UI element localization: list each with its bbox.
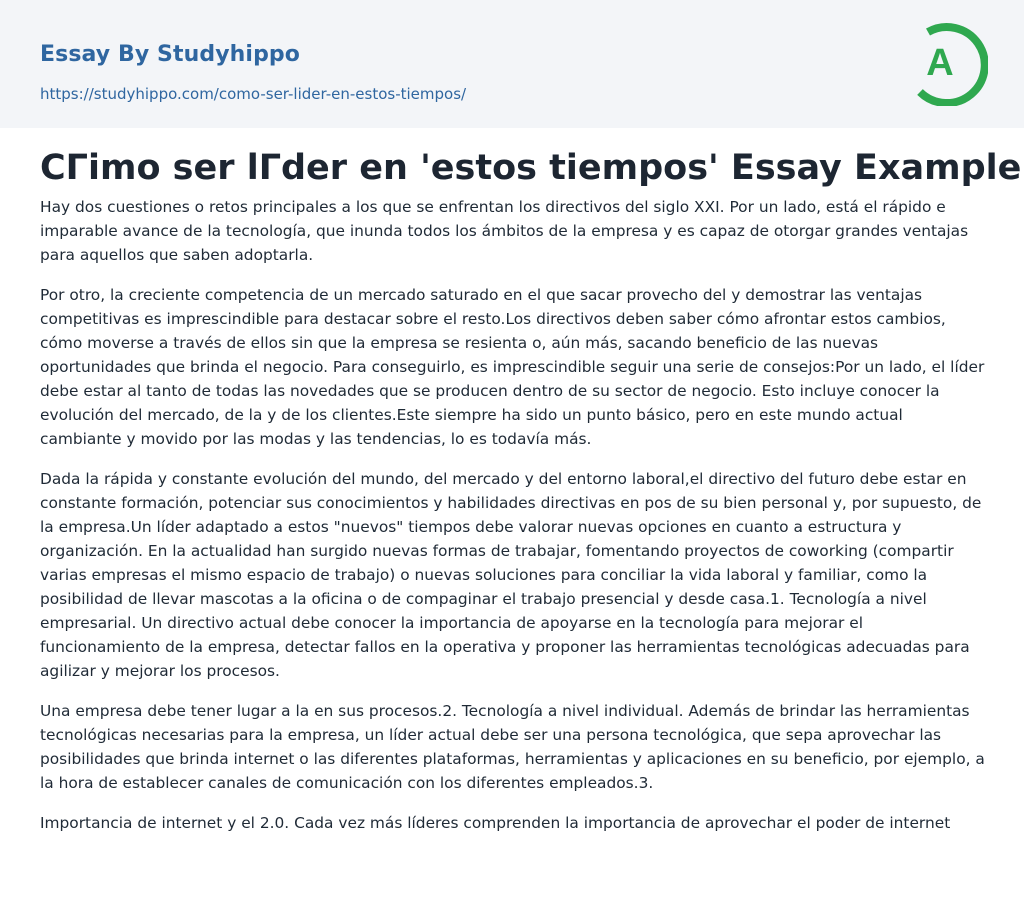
essay-title: CΓimo ser lΓder en 'estos tiempos' Essay Example <box>40 148 1022 188</box>
essay-paragraph: Por otro, la creciente competencia de un mercado saturado en el que sacar provecho del y demostrar las ventajas competitivas es imprescindible para destacar sobre el resto.Los directivos deben saber cómo afrontar estos cambios, cómo moverse a través de ellos sin que la empresa se resienta o, aún más, sacando beneficio de las nuevas oportunidades que brinda el negocio. Para conseguirlo, es imprescindible seguir una serie de consejos:Por un lado, el líder debe estar al tanto de todas las novedades que se producen dentro de su sector de negocio. Esto incluye conocer la evolución del mercado, de la y de los clientes.Este siempre ha sido un punto básico, pero en este mundo actual cambiante y movido por las modas y las tendencias, lo es todavía más. <box>40 286 985 448</box>
essay-paragraph: Una empresa debe tener lugar a la en sus procesos.2. Tecnología a nivel individual. Además de brindar las herramientas tecnológicas necesarias para la empresa, un líder actual debe ser una persona tecnológica, que sepa aprovechar las posibilidades que brinda internet o las diferentes plataformas, herramientas y aplicaciones en su beneficio, por ejemplo, a la hora de establecer canales de comunicación con los diferentes empleados.3. <box>40 702 985 792</box>
essay-url-link[interactable]: https://studyhippo.com/como-ser-lider-en-estos-tiempos/ <box>40 85 467 103</box>
essay-paragraph: Dada la rápida y constante evolución del mundo, del mercado y del entorno laboral,el directivo del futuro debe estar en constante formación, potenciar sus conocimientos y habilidades directivas en pos de su bien personal y, por supuesto, de la empresa.Un líder adaptado a estos "nuevos" tiempos debe valorar nuevas opciones en cuanto a estructura y organización. En la actualidad han surgido nuevas formas de trabajar, fomentando proyectos de coworking (compartir varias empresas el mismo espacio de trabajo) o nuevas soluciones para conciliar la vida laboral y familiar, como la posibilidad de llevar mascotas a la oficina o de compaginar el trabajo presencial y desde casa.1. Tecnología a nivel empresarial. Un directivo actual debe conocer la importancia de apoyarse en la tecnología para mejorar el funcionamiento de la empresa, detectar fallos en la operativa y proponer las herramientas tecnológicas adecuadas para agilizar y mejorar los procesos. <box>40 470 982 680</box>
site-brand[interactable]: Essay By Studyhippo <box>40 42 300 67</box>
essay-body <box>40 195 986 851</box>
svg-text:A: A <box>926 42 954 84</box>
essay-paragraph: Hay dos cuestiones o retos principales a los que se enfrentan los directivos del siglo XXI. Por un lado, está el rápido e imparable avance de la tecnología, que inunda todos los ámbitos de la empresa y es capaz de otorgar grandes ventajas para aquellos que saben adoptarla. <box>40 198 969 264</box>
essay-paragraph: Importancia de internet y el 2.0. Cada vez más líderes comprenden la importancia de aprovechar el poder de internet <box>40 814 951 832</box>
